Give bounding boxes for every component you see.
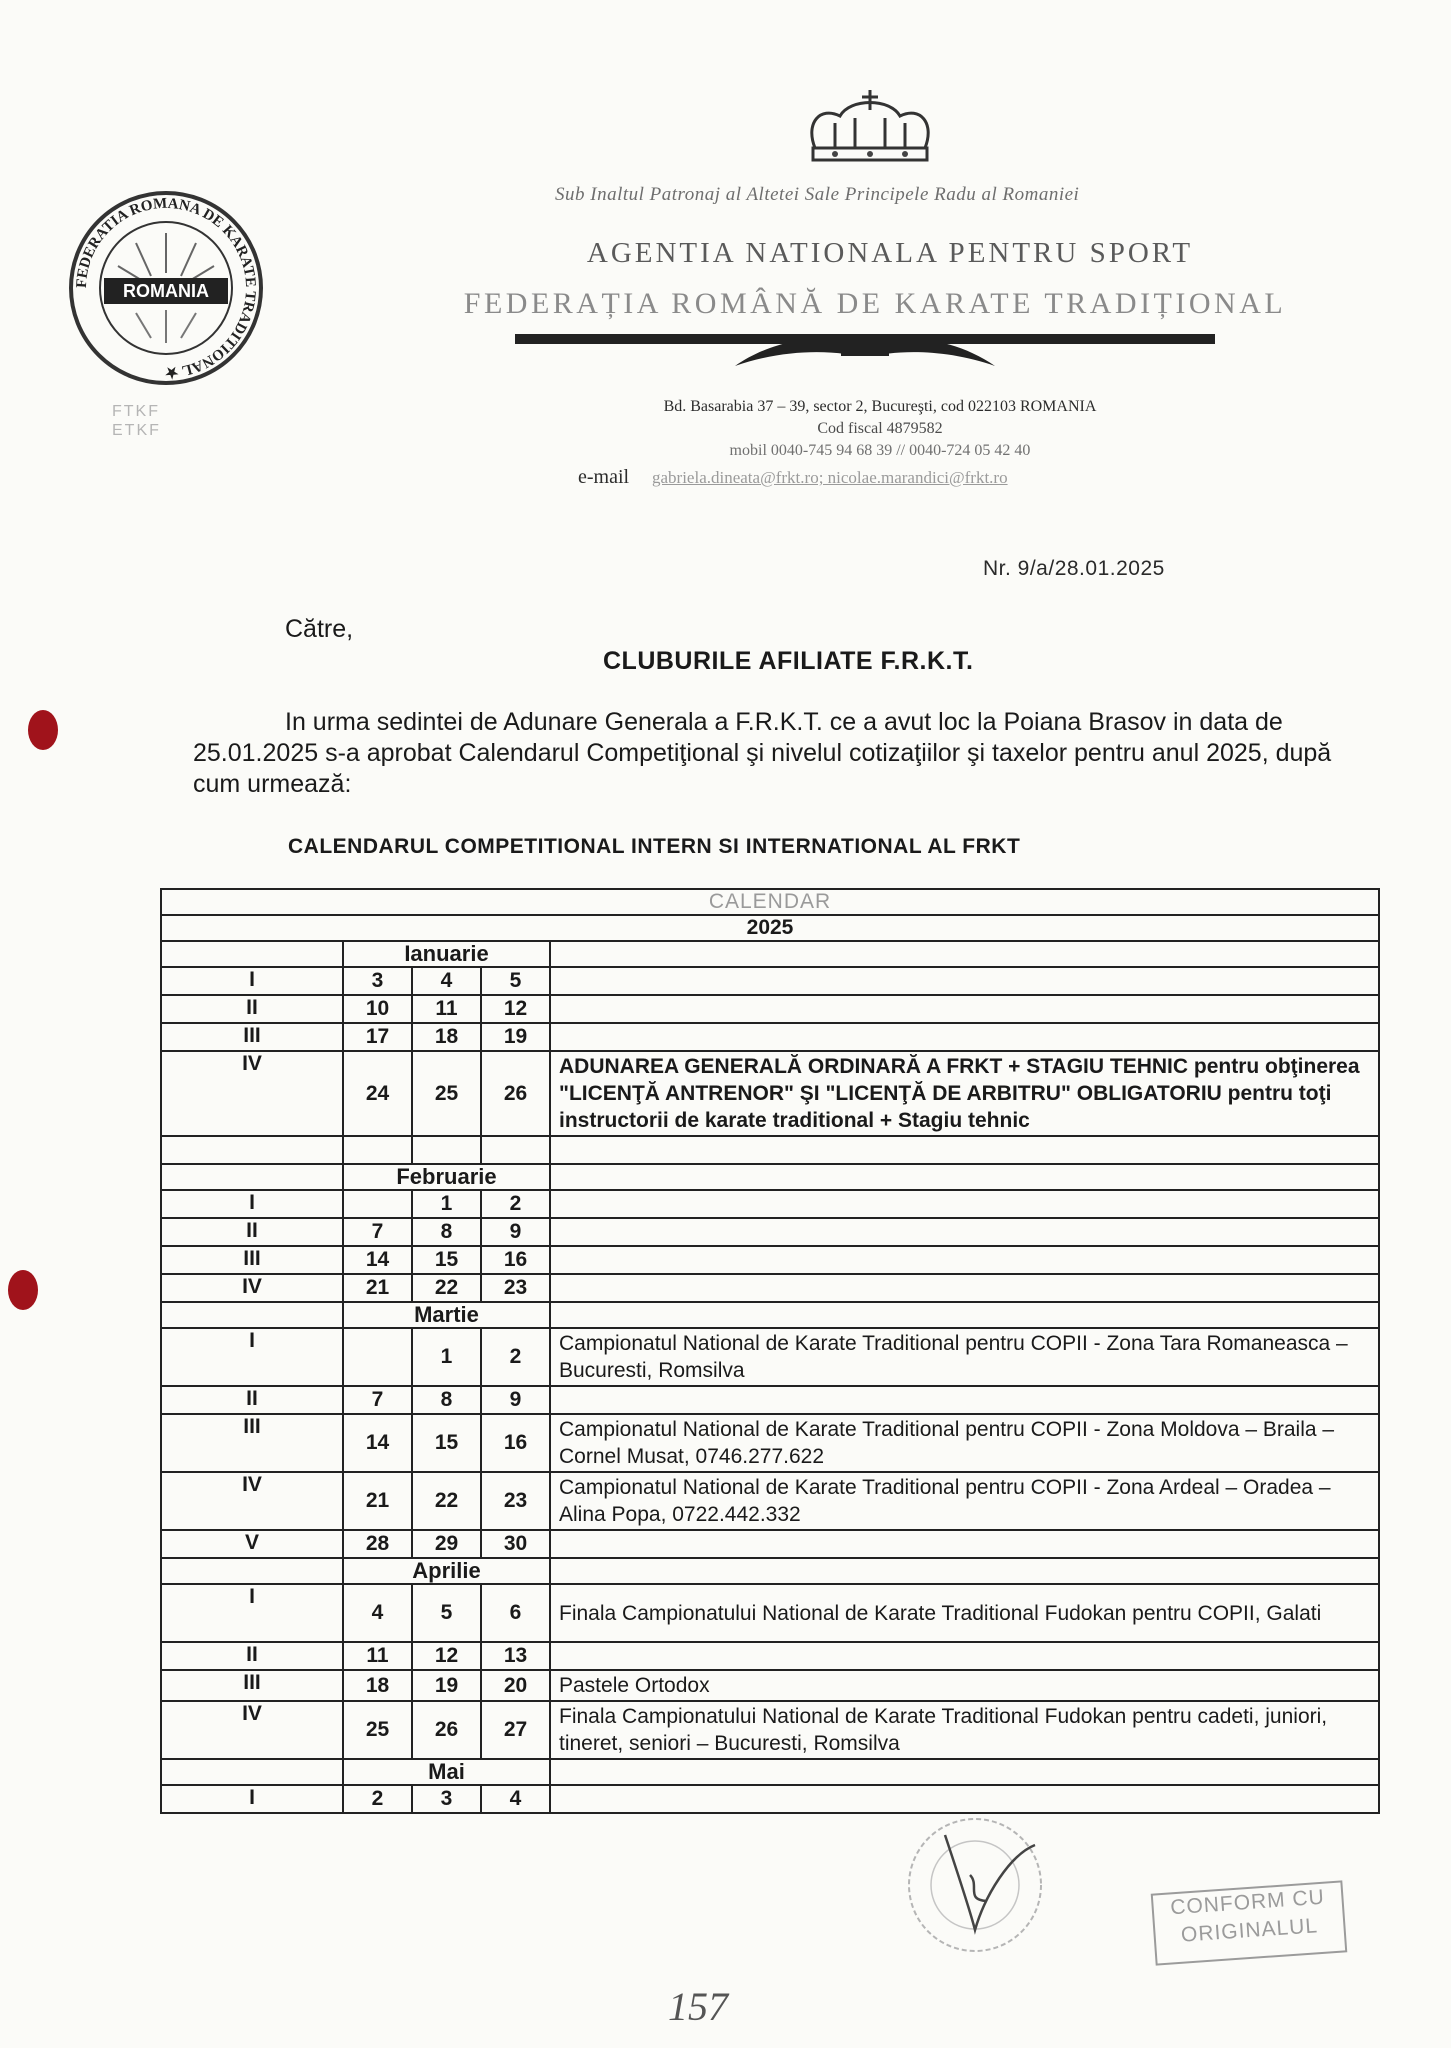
punch-hole-mark [8,1270,38,1310]
day-cell: 26 [412,1701,481,1759]
week-row [161,1785,1379,1813]
month-name: Februarie [343,1164,550,1190]
week-row [161,1051,1379,1136]
event-cell [550,1274,1379,1302]
month-spacer [161,1302,343,1328]
day-cell: 1 [412,1190,481,1218]
month-spacer [161,1759,343,1785]
week-row [161,1670,1379,1701]
day-cell: 22 [412,1472,481,1530]
month-event-spacer [550,1558,1379,1584]
event-cell: Pastele Ortodox [550,1670,1379,1701]
month-row [161,1558,1379,1584]
week-row [161,1701,1379,1759]
day-cell: 29 [412,1530,481,1558]
faded-stamp-line: FTKF [112,403,160,420]
agency-name: AGENTIA NATIONALA PENTRU SPORT [586,237,1194,269]
week-number: I [161,1190,343,1218]
conform-stamp-line: CONFORM CU [1169,1885,1326,1920]
svg-text:ROMANIA: ROMANIA [123,281,209,301]
week-number: III [161,1023,343,1051]
month-event-spacer [550,1164,1379,1190]
week-row [161,1386,1379,1414]
day-cell: 10 [343,995,412,1023]
day-cell: 7 [343,1218,412,1246]
month-event-spacer [550,1759,1379,1785]
event-cell [550,1386,1379,1414]
week-row [161,967,1379,995]
week-row [161,1472,1379,1530]
week-number [161,1136,343,1164]
event-cell: Campionatul National de Karate Traditional pentru COPII - Zona Ardeal – Oradea – Alina Popa, 0722.442.332 [550,1472,1379,1530]
day-cell [343,1136,412,1164]
day-cell: 21 [343,1274,412,1302]
day-cell: 2 [481,1190,550,1218]
day-cell: 3 [412,1785,481,1813]
event-cell: Finala Campionatului National de Karate Traditional Fudokan pentru COPII, Galati [550,1584,1379,1642]
event-cell [550,1530,1379,1558]
day-cell: 19 [481,1023,550,1051]
svg-text:FEDERATIA ROMANA DE KARATE TRA: FEDERATIA ROMANA DE KARATE TRADITIONAL ★ [73,195,259,381]
event-cell [550,1136,1379,1164]
event-cell: Finala Campionatului National de Karate Traditional Fudokan pentru cadeti, juniori, tineret, seniori – Bucuresti, Romsilva [550,1701,1379,1759]
day-cell: 13 [481,1642,550,1670]
day-cell: 20 [481,1670,550,1701]
day-cell: 15 [412,1246,481,1274]
week-number: II [161,1386,343,1414]
email-label: e-mail [578,466,630,488]
day-cell [412,1136,481,1164]
conform-stamp-line: ORIGINALUL [1180,1914,1319,1947]
event-cell: Campionatul National de Karate Traditional pentru COPII - Zona Moldova – Braila – Cornel Musat, 0746.277.622 [550,1414,1379,1472]
week-row [161,1414,1379,1472]
week-number: I [161,1785,343,1813]
day-cell: 14 [343,1414,412,1472]
calendar-year-row [161,915,1379,941]
federation-name: FEDERAȚIA ROMÂNĂ DE KARATE TRADIȚIONAL [463,287,1287,320]
day-cell: 17 [343,1023,412,1051]
day-cell: 16 [481,1414,550,1472]
day-cell: 28 [343,1530,412,1558]
crown-emblem [795,88,945,166]
month-event-spacer [550,1302,1379,1328]
week-number: III [161,1670,343,1701]
week-number: V [161,1530,343,1558]
day-cell: 4 [481,1785,550,1813]
month-row [161,941,1379,967]
day-cell: 5 [412,1584,481,1642]
week-row [161,1136,1379,1164]
week-number: IV [161,1701,343,1759]
day-cell: 2 [481,1328,550,1386]
calendar-header-row [161,889,1379,915]
week-row [161,1023,1379,1051]
week-row [161,1274,1379,1302]
faded-stamp [112,402,161,440]
month-row [161,1302,1379,1328]
calendar-title: CALENDARUL COMPETITIONAL INTERN SI INTERNATIONAL AL FRKT [288,835,1021,858]
day-cell: 24 [343,1051,412,1136]
day-cell: 14 [343,1246,412,1274]
month-spacer [161,941,343,967]
day-cell: 4 [343,1584,412,1642]
week-number: I [161,1328,343,1386]
calendar-table [160,888,1380,1814]
week-number: IV [161,1051,343,1136]
day-cell: 26 [481,1051,550,1136]
day-cell: 18 [412,1023,481,1051]
week-number: II [161,995,343,1023]
event-cell [550,1642,1379,1670]
event-cell: Campionatul National de Karate Traditional pentru COPII - Zona Tara Romaneasca – Bucuresti, Romsilva [550,1328,1379,1386]
day-cell: 19 [412,1670,481,1701]
day-cell: 27 [481,1701,550,1759]
email-link[interactable]: gabriela.dineata@frkt.ro; nicolae.marandici@frkt.ro [652,468,1008,487]
day-cell: 5 [481,967,550,995]
day-cell: 16 [481,1246,550,1274]
document-number: Nr. 9/a/28.01.2025 [983,557,1165,580]
week-row [161,1328,1379,1386]
event-cell: ADUNAREA GENERALĂ ORDINARĂ A FRKT + STAGIU TEHNIC pentru obţinerea "LICENŢĂ ANTRENOR" ŞI "LICENŢĂ DE ARBITRU" OBLIGATORIU pentru toţi instructorii de karate traditional + Stagiu tehnic [550,1051,1379,1136]
day-cell [481,1136,550,1164]
month-spacer [161,1558,343,1584]
day-cell: 23 [481,1472,550,1530]
week-row [161,1246,1379,1274]
day-cell: 4 [412,967,481,995]
calendar-body [161,889,1379,1813]
round-stamp-with-signature [875,1805,1075,1955]
address-line: Bd. Basarabia 37 – 39, sector 2, Bucureşti, cod 022103 ROMANIA [663,398,1097,415]
handwritten-page-mark: 157 [668,1984,728,2029]
week-row [161,1530,1379,1558]
week-number: I [161,967,343,995]
week-row [161,1218,1379,1246]
month-name: Mai [343,1759,550,1785]
week-number: III [161,1414,343,1472]
day-cell: 12 [412,1642,481,1670]
salutation: Către, [285,615,354,643]
event-cell [550,967,1379,995]
federation-seal [66,188,266,388]
month-row [161,1164,1379,1190]
event-cell [550,1218,1379,1246]
day-cell: 9 [481,1218,550,1246]
day-cell: 11 [412,995,481,1023]
week-number: III [161,1246,343,1274]
day-cell [343,1328,412,1386]
month-name: Aprilie [343,1558,550,1584]
event-cell [550,995,1379,1023]
calendar-header: CALENDAR [161,889,1379,915]
fiscal-code: Cod fiscal 4879582 [817,420,943,437]
month-name: Martie [343,1302,550,1328]
day-cell: 30 [481,1530,550,1558]
month-name: Ianuarie [343,941,550,967]
day-cell: 18 [343,1670,412,1701]
day-cell: 8 [412,1218,481,1246]
recipients-heading: CLUBURILE AFILIATE F.R.K.T. [603,647,974,675]
month-row [161,1759,1379,1785]
day-cell: 3 [343,967,412,995]
event-cell [550,1246,1379,1274]
punch-hole-mark [28,710,58,750]
faded-stamp-line: ETKF [112,422,161,439]
day-cell: 2 [343,1785,412,1813]
week-number: II [161,1642,343,1670]
day-cell: 21 [343,1472,412,1530]
week-number: I [161,1584,343,1642]
day-cell: 9 [481,1386,550,1414]
day-cell: 6 [481,1584,550,1642]
week-row [161,1642,1379,1670]
event-cell [550,1023,1379,1051]
karate-belt-emblem [515,326,1215,372]
day-cell: 15 [412,1414,481,1472]
month-spacer [161,1164,343,1190]
day-cell: 8 [412,1386,481,1414]
day-cell: 11 [343,1642,412,1670]
day-cell: 1 [412,1328,481,1386]
week-row [161,1190,1379,1218]
intro-paragraph: In urma sedintei de Adunare Generala a F.R.K.T. ce a avut loc la Poiana Brasov in data de 25.01.2025 s-a aprobat Calendarul Competiţional şi nivelul cotizaţiilor şi taxelor pentru anul 2025, după cum urmează: [193,708,1332,798]
week-number: IV [161,1472,343,1530]
day-cell: 22 [412,1274,481,1302]
day-cell: 25 [343,1701,412,1759]
day-cell: 12 [481,995,550,1023]
week-number: II [161,1218,343,1246]
calendar-year: 2025 [161,915,1379,941]
week-number: IV [161,1274,343,1302]
week-row [161,1584,1379,1642]
day-cell [343,1190,412,1218]
patronage-line: Sub Inaltul Patronaj al Altetei Sale Principele Radu al Romaniei [555,184,1080,205]
month-event-spacer [550,941,1379,967]
event-cell [550,1190,1379,1218]
phone-numbers: mobil 0040-745 94 68 39 // 0040-724 05 42 40 [729,442,1031,459]
day-cell: 7 [343,1386,412,1414]
day-cell: 23 [481,1274,550,1302]
conform-stamp [1151,1880,1348,1965]
day-cell: 25 [412,1051,481,1136]
week-row [161,995,1379,1023]
